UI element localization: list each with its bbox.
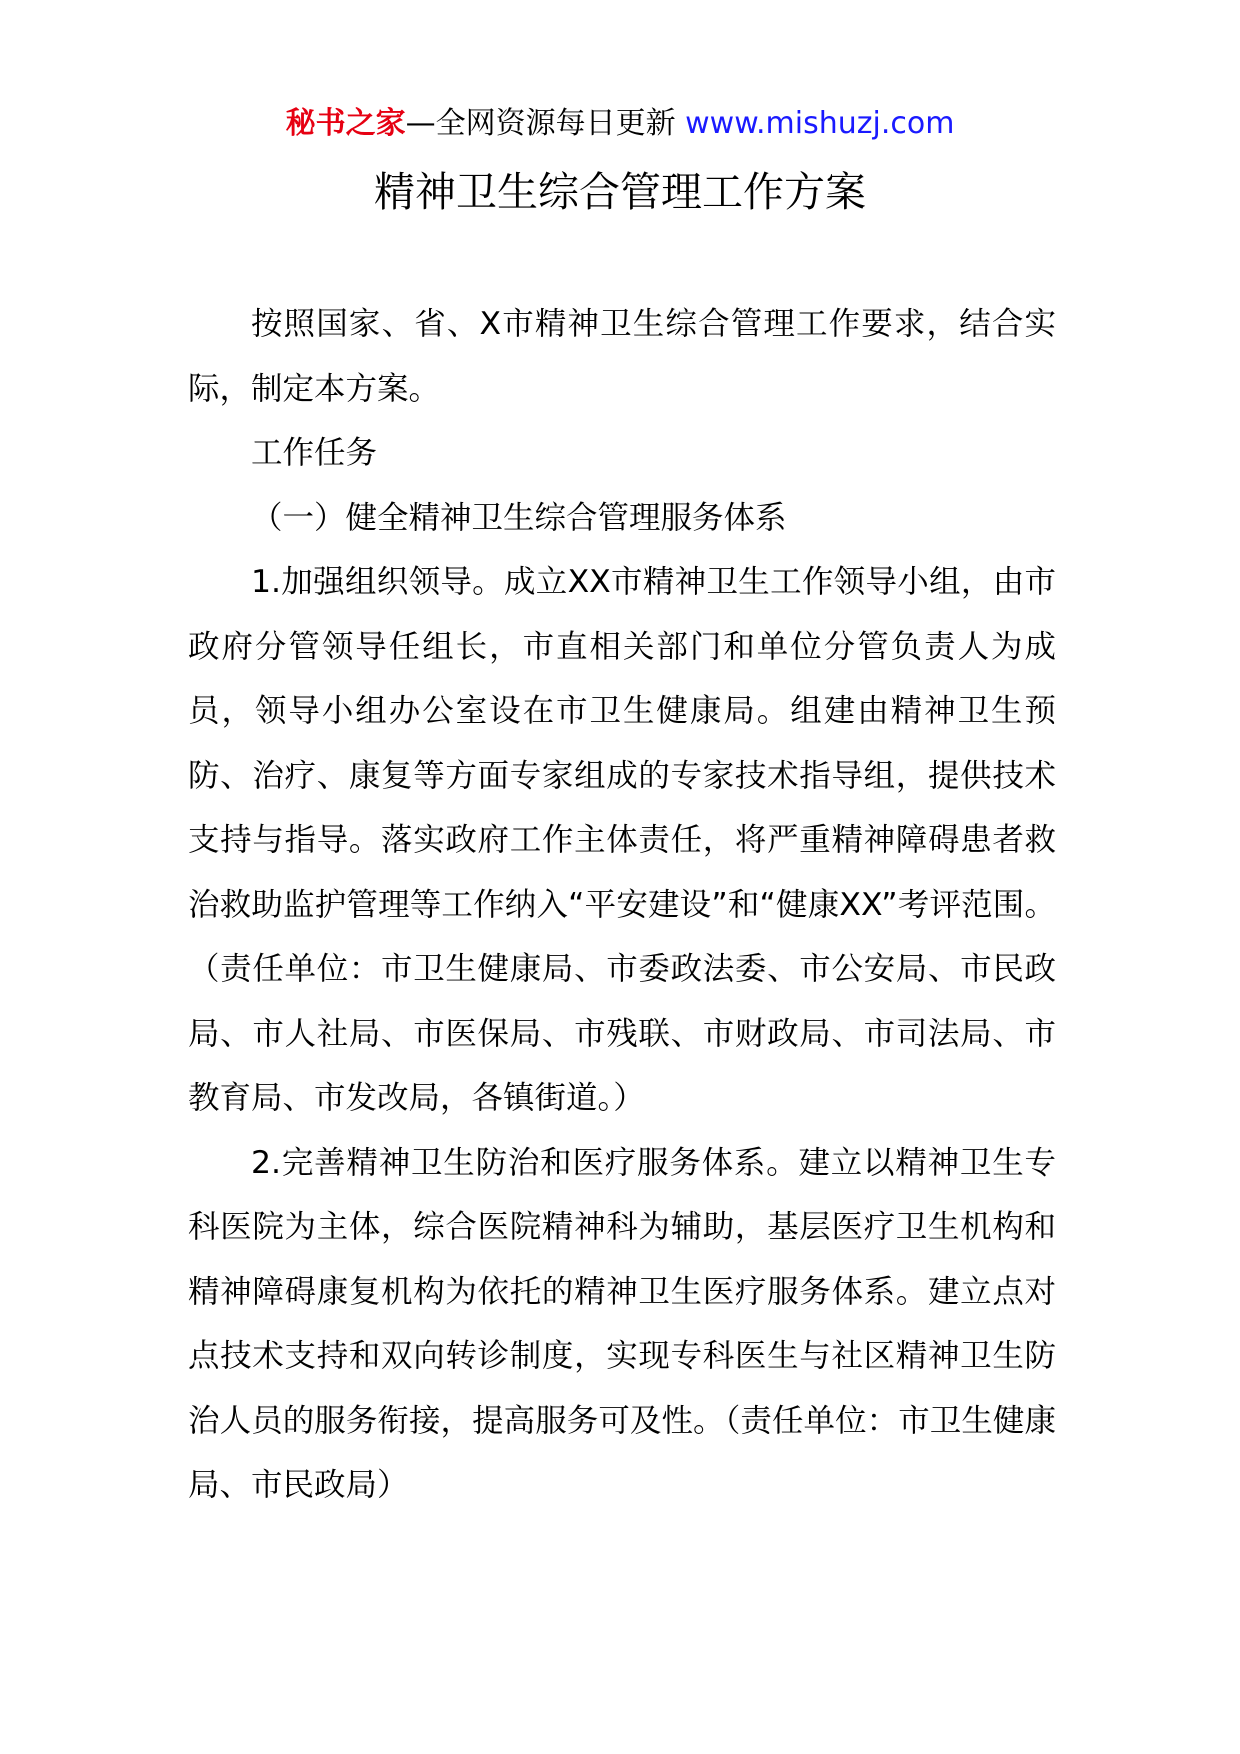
section-heading: 工作任务 [251, 435, 378, 471]
intro-paragraph: 按照国家、省、X市精神卫生综合管理工作要求，结合实际，制定本方案。 [188, 306, 1056, 407]
brand-name: 秘书之家 [285, 106, 406, 141]
document-title: 精神卫生综合管理工作方案 [374, 168, 866, 216]
item-paragraph-2: 2.完善精神卫生防治和医疗服务体系。建立以精神卫生专科医院为主体，综合医院精神科为辅助，基层医疗卫生机构和精神障碍康复机构为依托的精神卫生医疗服务体系。建立点对点技术支持和双向转诊制度，实现专科医生与社区精神卫生防治人员的服务衔接，提高服务可及性。（责任单位：市卫生健康局、市民政局） [188, 1144, 1056, 1503]
header-tagline: —全网资源每日更新 [405, 106, 676, 141]
item-paragraph-1: 1.加强组织领导。成立XX市精神卫生工作领导小组，由市政府分管领导任组长，市直相关部门和单位分管负责人为成员，领导小组办公室设在市卫生健康局。组建由精神卫生预防、治疗、康复等方面专家组成的专家技术指导组，提供技术支持与指导。落实政府工作主体责任，将严重精神障碍患者救治救助监护管理等工作纳入“平安建设”和“健康XX”考评范围。（责任单位：市卫生健康局、市委政法委、市公安局、市民政局、市人社局、市医保局、市残联、市财政局、市司法局、市教育局、市发改局，各镇街道。） [188, 564, 1056, 1116]
subsection-heading: （一）健全精神卫生综合管理服务体系 [251, 499, 787, 536]
site-url-link[interactable]: www.mishuzj.com [685, 106, 955, 141]
site-header [0, 100, 1240, 148]
document-body [188, 292, 1056, 1518]
